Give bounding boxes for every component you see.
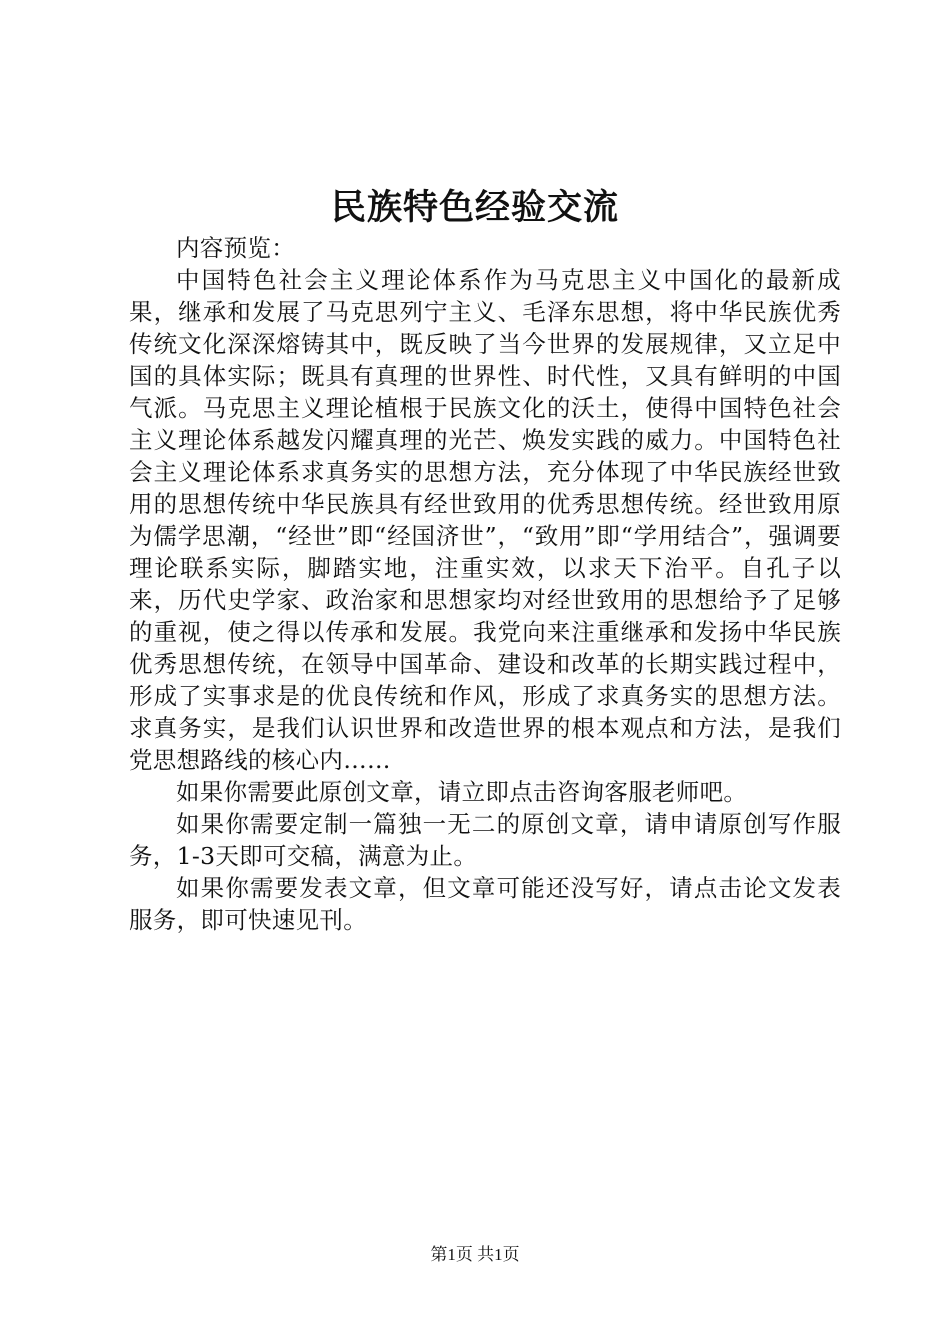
notice-consult: 如果你需要此原创文章，请立即点击咨询客服老师吧。 (176, 778, 748, 806)
notice-publishing: 如果你需要发表文章，但文章可能还没写好，请点击论文发表服务，即可快速见刊。 (129, 874, 841, 934)
notice-custom-writing: 如果你需要定制一篇独一无二的原创文章，请申请原创写作服务，1-3天即可交稿，满意为止。 (129, 810, 841, 870)
document-title: 民族特色经验交流 (330, 188, 619, 228)
page-number-footer: 第1页 共1页 (430, 1245, 520, 1264)
document-content (129, 232, 841, 936)
body-paragraph: 中国特色社会主义理论体系作为马克思主义中国化的最新成果，继承和发展了马克思列宁主义、毛泽东思想，将中华民族优秀传统文化深深熔铸其中，既反映了当今世界的发展规律，又立足中国的具体实际；既具有真理的世界性、时代性，又具有鲜明的中国气派。马克思主义理论植根于民族文化的沃土，使得中国特色社会主义理论体系越发闪耀真理的光芒、焕发实践的威力。中国特色社会主义理论体系求真务实的思想方法，充分体现了中华民族经世致用的思想传统中华民族具有经世致用的优秀思想传统。经世致用原为儒学思潮，“经世”即“经国济世”，“致用”即“学用结合”，强调要理论联系实际，脚踏实地，注重实效，以求天下治平。自孔子以来，历代史学家、政治家和思想家均对经世致用的思想给予了足够的重视，使之得以传承和发展。我党向来注重继承和发扬中华民族优秀思想传统，在领导中国革命、建设和改革的长期实践过程中，形成了实事求是的优良传统和作风，形成了求真务实的思想方法。求真务实，是我们认识世界和改造世界的根本观点和方法，是我们党思想路线的核心内…… (129, 266, 841, 774)
preview-label: 内容预览： (176, 234, 295, 262)
